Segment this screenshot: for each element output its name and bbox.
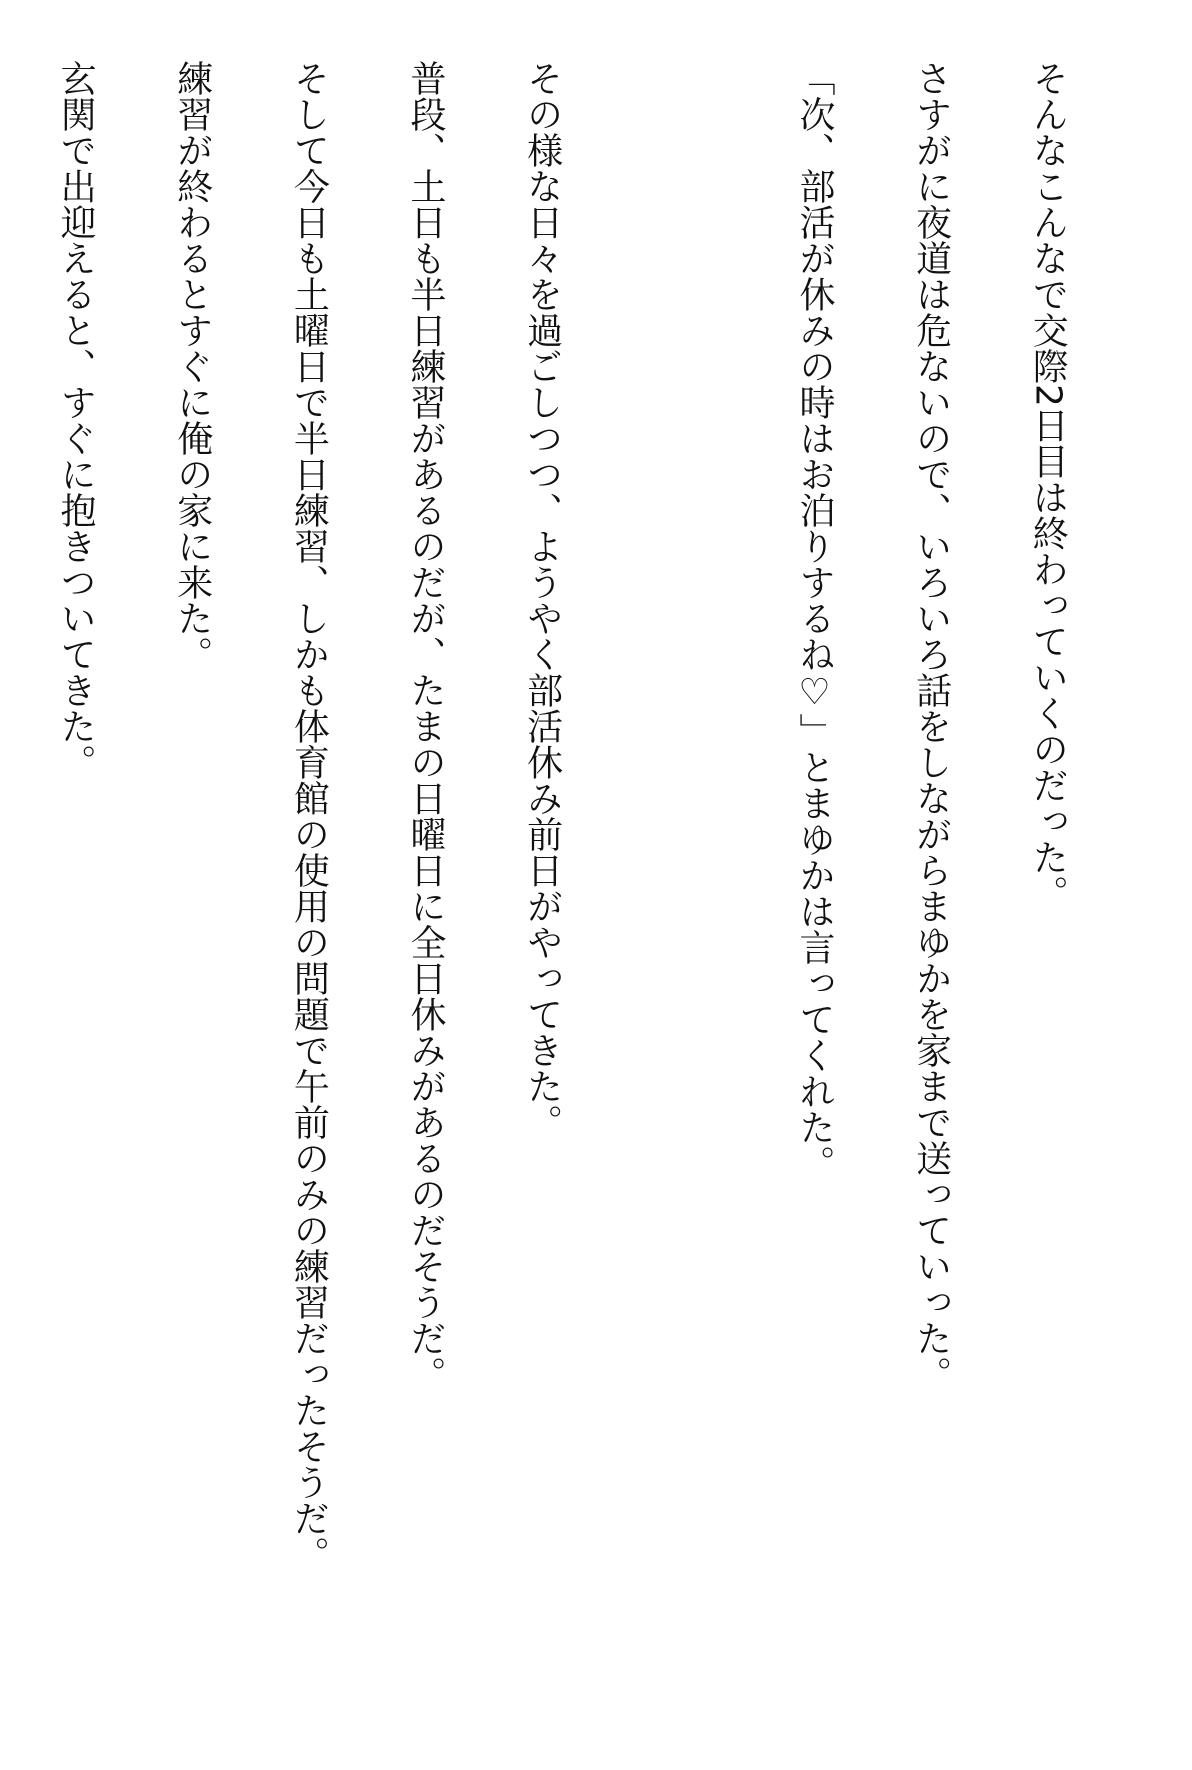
text-line: その様な日々を過ごしつつ、ようやく部活休み前日がやってきた。 <box>521 60 563 1140</box>
vertical-text-body <box>0 60 1144 1720</box>
text-line: そんなこんなで交際2日目は終わっていくのだった。 <box>1027 60 1069 911</box>
text-line: 普段、土日も半日練習があるのだが、たまの日曜日に全日休みがあるのだそうだ。 <box>405 60 446 1392</box>
text-line: そして今日も土曜日で半日練習、しかも体育館の使用の問題で午前のみの練習だったそうだ。 <box>288 60 330 1572</box>
text-line: 練習が終わるとすぐに俺の家に来た。 <box>171 60 213 672</box>
text-line: 玄関で出迎えると、すぐに抱きついてきた。 <box>55 60 97 780</box>
paragraph-gap <box>638 60 716 1720</box>
text-line: さすがに夜道は危ないので、いろいろ話をしながらまゆかを家まで送っていった。 <box>910 60 952 1392</box>
text-line: 「次、部活が休みの時はお泊りするね♡」とまゆかは言ってくれた。 <box>794 60 835 1181</box>
